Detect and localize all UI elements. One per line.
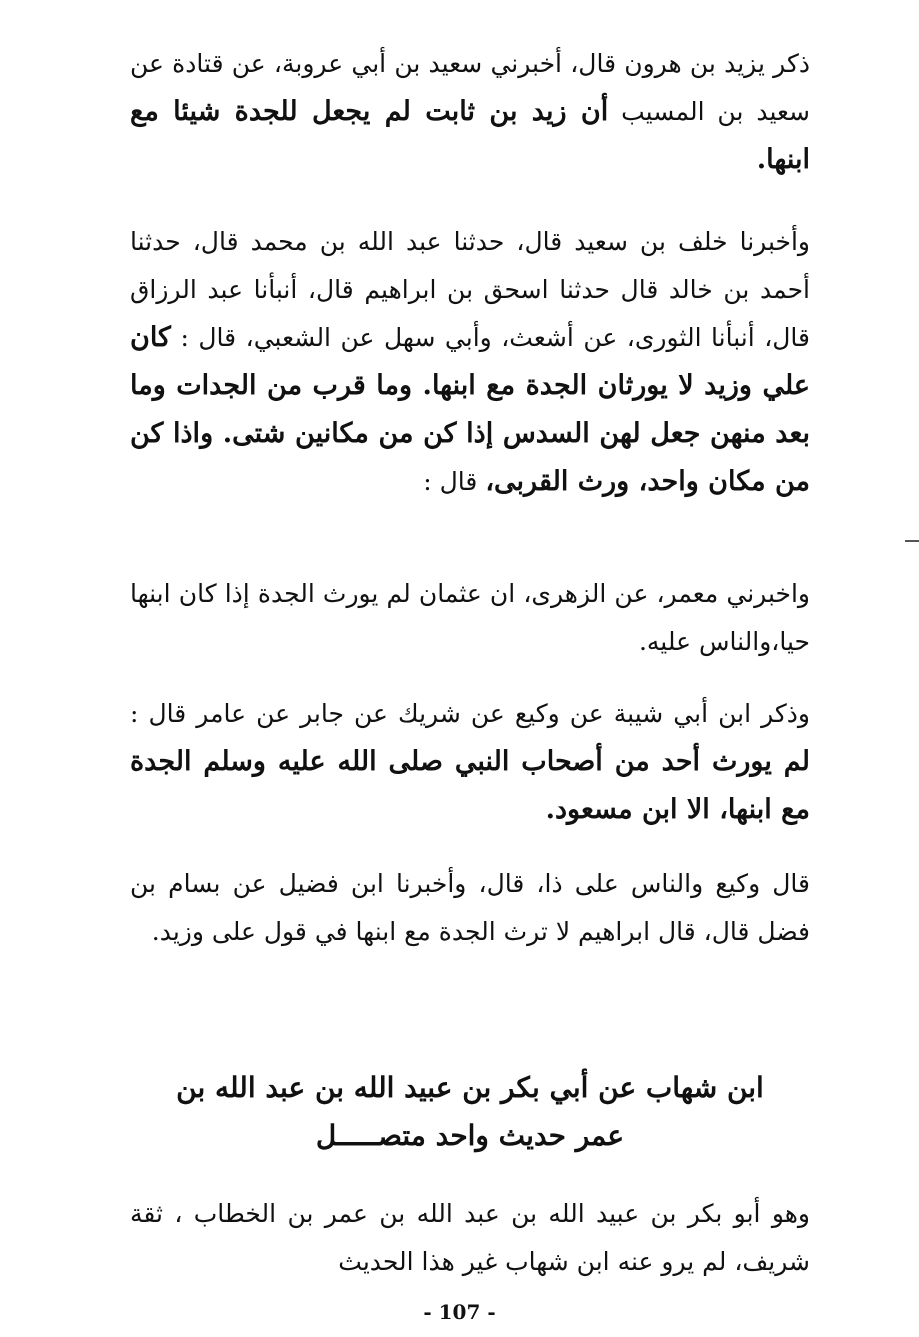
paragraph-1-text: ذكر يزيد بن هرون قال، أخبرني سعيد بن أبي عروبة، عن قتادة عن سعيد بن المسيب — [130, 49, 810, 126]
paragraph-4-text: وذكر ابن أبي شيبة عن وكيع عن شريك عن جابر عن عامر قال : — [130, 699, 810, 728]
paragraph-4-bold: لم يورث أحد من أصحاب النبي صلى الله عليه وسلم الجدة مع ابنها، الا ابن مسعود. — [130, 746, 810, 825]
paragraph-3-text: واخبرني معمر، عن الزهرى، ان عثمان لم يورث الجدة إذا كان ابنها حيا،والناس عليه. — [130, 579, 810, 656]
paragraph-5 — [130, 860, 810, 956]
document-page — [130, 40, 810, 1300]
paragraph-2-tail: قال : — [423, 467, 486, 496]
margin-mark — [905, 540, 919, 542]
paragraph-5-text: قال وكيع والناس على ذا، قال، وأخبرنا ابن فضيل عن بسام بن فضل قال، قال ابراهيم لا ترث الجدة مع ابنها في قول على وزيد. — [130, 869, 810, 946]
paragraph-2 — [130, 218, 810, 506]
section-heading — [130, 1064, 810, 1160]
paragraph-1 — [130, 40, 810, 184]
paragraph-4 — [130, 690, 810, 834]
section-heading-line-2: عمر حديث واحد متصـــــل — [315, 1119, 625, 1152]
paragraph-3 — [130, 570, 810, 666]
paragraph-2-text: وأخبرنا خلف بن سعيد قال، حدثنا عبد الله بن محمد قال، حدثنا أحمد بن خالد قال حدثنا اسحق بن ابراهيم قال، أنبأنا عبد الرزاق قال، أنبأنا الثورى، عن أشعث، وأبي سهل عن الشعبي، قال : — [130, 227, 810, 352]
section-heading-line-1: ابن شهاب عن أبي بكر بن عبيد الله بن عبد الله بن — [176, 1071, 764, 1104]
closing-paragraph — [130, 1190, 810, 1286]
paragraph-1-bold: أن زيد بن ثابت لم يجعل للجدة شيئا مع ابنها. — [130, 96, 810, 175]
page-number: - 107 - — [423, 1300, 496, 1324]
paragraph-2-bold: كان علي وزيد لا يورثان الجدة مع ابنها. وما قرب من الجدات وما بعد منهن جعل لهن السدس إذا كن من مكانين شتى. واذا كن من مكان واحد، ورث القربى، — [130, 322, 810, 497]
closing-paragraph-text: وهو أبو بكر بن عبيد الله بن عبد الله بن عمر بن الخطاب ، ثقة شريف، لم يرو عنه ابن شهاب غير هذا الحديث — [130, 1199, 810, 1276]
